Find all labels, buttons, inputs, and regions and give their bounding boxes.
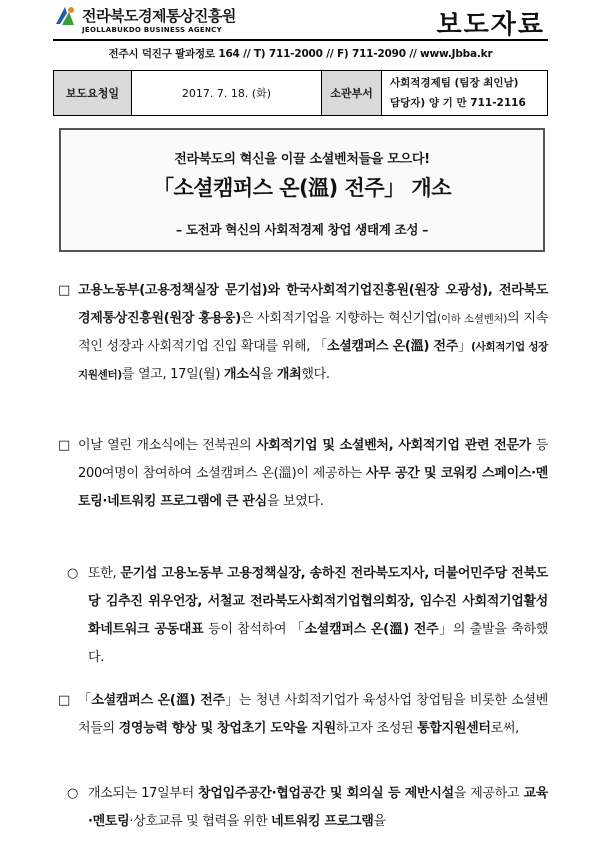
p2-text: 등 200여명이 참여하여 소셜캠퍼스 온(溫)이 제공하는 — [78, 438, 548, 481]
department-contact: 담당자) 양 기 만 711-2116 — [390, 97, 526, 109]
square-bullet: □ — [58, 283, 71, 298]
circle-bullet: ○ — [67, 566, 79, 581]
request-date-value: 2017. 7. 18. (화) — [132, 71, 322, 115]
p1-text: 했다. — [301, 367, 330, 382]
s1-text: 등이 참석하여 「 — [203, 622, 305, 637]
contact-line: 전주시 덕진구 팔과정로 164 // T) 711-2000 // F) 711-2090 // www.Jbba.kr — [108, 48, 493, 60]
p1-text: 를 열고, 17일(월) — [121, 367, 224, 382]
paragraph-1 — [78, 277, 548, 389]
agency-logo-icon — [53, 4, 77, 28]
square-bullet: □ — [58, 438, 71, 453]
p1-text: 개소식 — [223, 367, 261, 382]
square-bullet: □ — [58, 693, 71, 708]
p2-text: 사회적기업 및 소셜벤처, 사회적기업 관련 전문가 — [256, 438, 532, 453]
p3-text: 하고자 조성된 — [335, 721, 418, 736]
request-date-label: 보도요청일 — [54, 71, 132, 115]
p1-text: 의 지속적인 성장과 사회적기업 진입 확대를 위해, 「 — [78, 311, 548, 354]
p1-text: 소셜캠퍼스 온(溫) 전주 — [326, 339, 459, 354]
p3-text: 소셜캠퍼스 온(溫) 전주 — [91, 693, 225, 708]
p1-text: 고용노동부(고용정책실장 문기섭)와 한국사회적기업진흥원(원장 오광성), 전라북도경제통상진흥원(원장 홍용웅) — [78, 283, 548, 326]
headline-supertitle: 전라북도의 혁신을 이끌 소셜벤처들을 모으다! — [174, 152, 430, 167]
s2-text: 개소되는 17일부터 — [88, 786, 199, 801]
s2-text: ·상호교류 및 협력을 위한 — [129, 814, 272, 829]
paragraph-3 — [78, 687, 548, 743]
p3-text: 」는 청년 사회적기업가 육성사업 창업팀을 비롯한 소셜벤처들의 — [78, 693, 548, 736]
department-value — [382, 71, 549, 115]
department-label: 소관부서 — [322, 71, 382, 115]
p3-text: 통합지원센터 — [417, 721, 491, 736]
p1-text: 개최 — [276, 367, 302, 382]
s2-text: 네트워킹 프로그램 — [271, 814, 374, 829]
document-type-title: 보도자료 — [436, 10, 545, 40]
s2-text: 교육·멘토링 — [88, 786, 548, 829]
headline-title: 「소셜캠퍼스 온(溫) 전주」 개소 — [153, 176, 451, 200]
department-team: 사회적경제팀 (팀장 최인남) — [390, 77, 519, 89]
s1-text: 소셜캠퍼스 온(溫) 전주 — [304, 622, 439, 637]
circle-bullet: ○ — [67, 786, 79, 801]
s2-text: 을 — [373, 814, 386, 829]
info-table — [53, 70, 548, 116]
s2-text: 을 제공하고 — [453, 786, 524, 801]
org-name-korean: 전라북도경제통상진흥원 — [82, 7, 236, 25]
org-name-english: JEOLLABUKDO BUSINESS AGENCY — [82, 26, 222, 34]
sub-paragraph-2 — [88, 780, 548, 836]
p1-text: (사회적기업 성장지원센터) — [78, 341, 548, 381]
headline-subtitle: – 도전과 혁신의 사회적경제 창업 생태계 조성 – — [175, 222, 429, 237]
p1-text: 을 — [260, 367, 277, 382]
p3-text: 「 — [78, 693, 92, 708]
p2-text: 이날 열린 개소식에는 전북권의 — [78, 438, 256, 453]
s1-text: 문기섭 고용노동부 고용정책실장, 송하진 전라북도지사, 더불어민주당 전북도당 김추진 위우언장, 서철교 전라북도사회적기업협의회장, 임수진 사회적기업활성화네트워크 공동대표 — [88, 566, 548, 637]
p2-text: 을 보였다. — [266, 494, 324, 509]
p3-text: 경영능력 향상 및 창업초기 도약을 지원 — [118, 721, 336, 736]
paragraph-2 — [78, 432, 548, 516]
s1-text: 」의 출발을 축하했다. — [88, 622, 548, 665]
p2-text: 사무 공간 및 코워킹 스페이스·멘토링·네트워킹 프로그램에 큰 관심 — [78, 466, 548, 509]
header-divider — [53, 39, 548, 41]
p1-text: (이하 소셜벤처) — [437, 313, 508, 325]
p1-text: 은 사회적기업을 지향하는 혁신기업 — [240, 311, 438, 326]
s2-text: 창업입주공간·협업공간 및 회의실 등 제반시설 — [198, 786, 454, 801]
p1-text: 」 — [458, 339, 472, 354]
s1-text: 또한, — [88, 566, 121, 581]
sub-paragraph-1 — [88, 560, 548, 672]
p3-text: 로써, — [490, 721, 520, 736]
